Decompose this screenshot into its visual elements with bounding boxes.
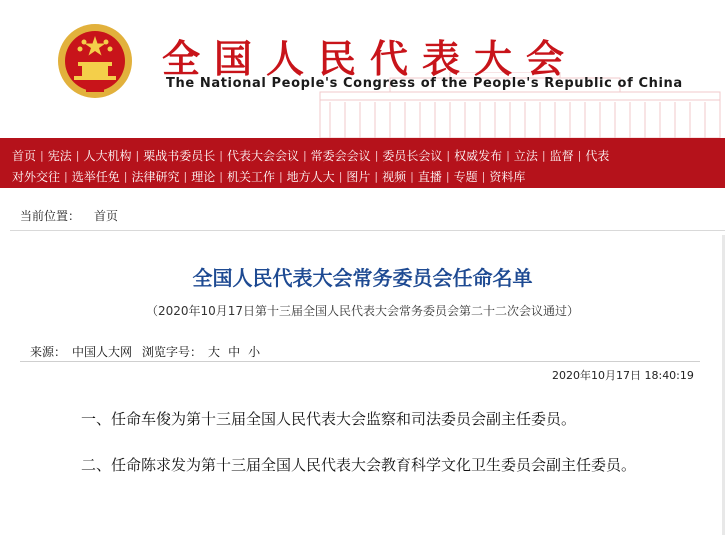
nav-item-photos[interactable]: 图片 [346,169,371,184]
site-header [0,0,725,138]
nav-item-videos[interactable]: 视频 [382,169,407,184]
nav-item-legislation[interactable]: 立法 [513,148,538,163]
nav-item-foreign-affairs[interactable]: 对外交往 [12,169,61,184]
nav-separator: | [410,169,414,183]
nav-item-supervision[interactable]: 监督 [549,148,574,163]
nav-item-topics[interactable]: 专题 [453,169,478,184]
nav-row-1 [12,145,609,165]
nav-separator: | [374,148,379,162]
font-size-medium-button[interactable]: 中 [228,345,241,359]
nav-separator: | [446,148,451,162]
nav-separator: | [506,148,510,162]
nav-item-agency-work[interactable]: 机关工作 [226,169,275,184]
nav-separator: | [219,148,223,162]
font-size-label: 浏览字号： [142,345,203,359]
nav-item-elections[interactable]: 选举任免 [71,169,120,184]
nav-separator: | [338,169,343,183]
nav-item-law-research[interactable]: 法律研究 [131,169,180,184]
nav-separator: | [135,148,140,162]
breadcrumb [20,207,118,224]
nav-row-2 [12,166,525,186]
breadcrumb-label: 当前位置： [20,209,81,223]
main-nav [0,138,725,188]
nav-item-constitution[interactable]: 宪法 [47,148,72,163]
nav-separator: | [75,148,80,162]
nav-separator: | [541,148,546,162]
nav-separator: | [445,169,450,183]
nav-item-releases[interactable]: 权威发布 [454,148,503,163]
source-label: 来源： [30,345,67,359]
nav-item-chairmen-council[interactable]: 委员长会议 [382,148,443,163]
publish-date: 2020年10月17日 18:40:19 [552,369,694,382]
nav-item-standing-committee[interactable]: 常委会会议 [310,148,371,163]
nav-item-local-congress[interactable]: 地方人大 [286,169,335,184]
nav-item-live[interactable]: 直播 [417,169,442,184]
nav-item-database[interactable]: 资料库 [489,169,526,184]
nav-separator: | [219,169,223,183]
font-size-large-button[interactable]: 大 [208,345,221,359]
site-title-cn: 全国人民代表大会 [162,36,579,81]
nav-separator: | [481,169,486,183]
nav-separator: | [577,148,582,162]
article-subtitle: （2020年10月17日第十三届全国人民代表大会常务委员会第二十二次会议通过） [145,304,580,318]
nav-item-congress-sessions[interactable]: 代表大会会议 [226,148,299,163]
national-emblem-icon[interactable] [56,22,134,100]
article-title: 全国人民代表大会常务委员会任命名单 [192,266,533,290]
site-title-en: The National People's Congress of the People's Republic of China [166,76,683,91]
breadcrumb-divider [10,230,725,231]
nav-separator: | [183,169,188,183]
font-size-small-button[interactable]: 小 [248,345,261,359]
nav-item-institutions[interactable]: 人大机构 [83,148,132,163]
nav-item-deputies[interactable]: 代表 [585,148,610,163]
nav-separator: | [64,169,68,183]
article-meta [30,343,260,360]
nav-separator: | [123,169,128,183]
nav-item-home[interactable]: 首页 [12,148,37,163]
nav-separator: | [302,148,307,162]
nav-separator: | [40,148,44,162]
nav-item-theory[interactable]: 理论 [191,169,216,184]
meta-divider [20,361,700,362]
breadcrumb-home-link[interactable]: 首页 [94,209,119,223]
article-paragraph: 二、任命陈求发为第十三届全国人民代表大会教育科学文化卫生委员会副主任委员。 [81,456,637,474]
nav-item-chairman[interactable]: 栗战书委员长 [143,148,216,163]
nav-separator: | [278,169,283,183]
source-value: 中国人大网 [72,345,133,359]
nav-separator: | [374,169,379,183]
article-paragraph: 一、任命车俊为第十三届全国人民代表大会监察和司法委员会副主任委员。 [81,410,577,428]
